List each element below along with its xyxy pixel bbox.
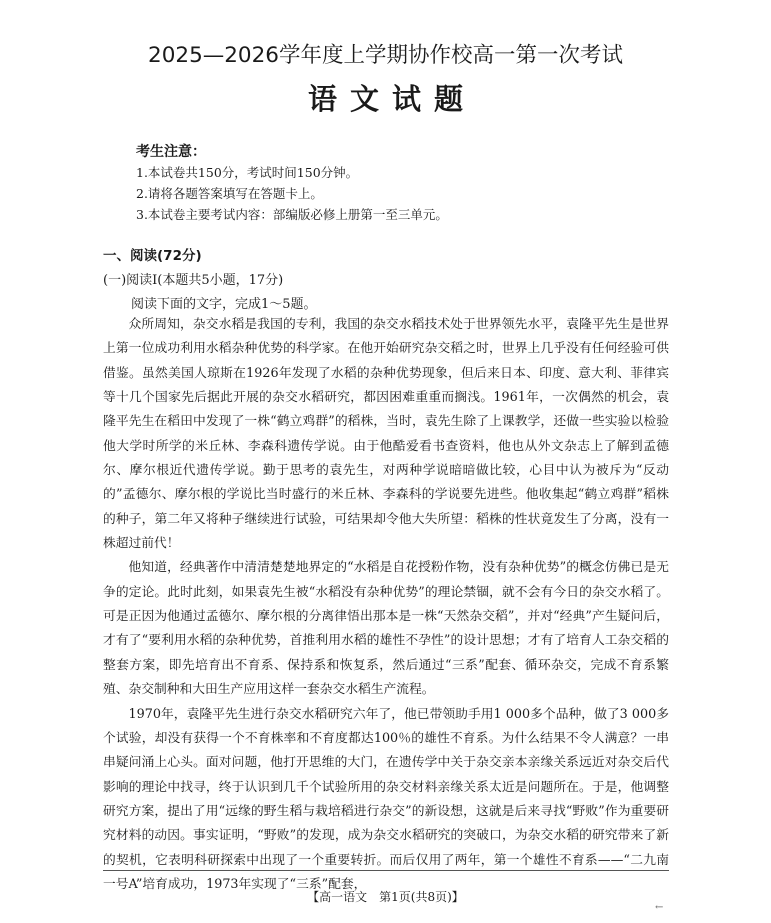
passage-paragraph: 1970年，袁隆平先生进行杂交水稻研究六年了，他已带领助手用1 000多个品种，做了3 000多个试验，却没有获得一个不育株率和不育度都达100％的雄性不育系。为什么结果不令人满意？一串串疑问涌上心头。面对问题，他打开思维的大门，在遗传学中关于杂交亲本亲缘关系远近对杂交后代影响的理论中找寻，终于认识到几千个试验所用的杂交材料亲缘关系太近是问题所在。于是，他调整研究方案，提出了用“远缘的野生稻与栽培稻进行杂交”的新设想，这就是后来寻找“野败”作为重要研究材料的动因。事实证明，“野败”的发现，成为杂交水稻研究的突破口，为杂交水稻的研究带来了新的契机，它表明科研探索中出现了一个重要转折。而后仅用了两年，第一个雄性不育系——“二九南一号A”培育成功，1973年实现了“三系”配套，	[103, 706, 669, 892]
notice-item: 3.本试卷主要考试内容：部编版必修上册第一至三单元。	[136, 207, 448, 222]
corner-mark: ←	[655, 902, 664, 913]
subject-title: 语文试题	[307, 82, 476, 116]
passage-paragraph: 众所周知，杂交水稻是我国的专利，我国的杂交水稻技术处于世界领先水平，袁隆平先生是世界上第一位成功利用水稻杂种优势的科学家。在他开始研究杂交稻之时，世界上几乎没有任何经验可供借鉴。虽然美国人琼斯在1926年发现了水稻的杂种优势现象，但后来日本、印度、意大利、菲律宾等十几个国家先后据此开展的杂交水稻研究，都因困难重重而搁浅。1961年，一次偶然的机会，袁隆平先生在稻田中发现了一株“鹤立鸡群”的稻株，当时，袁先生除了上课教学，还做一些实验以检验他大学时所学的米丘林、李森科遗传学说。由于他酷爱看书查资料，他也从外文杂志上了解到孟德尔、摩尔根近代遗传学说。勤于思考的袁先生，对两种学说暗暗做比较，心目中认为被斥为“反动的”孟德尔、摩尔根的学说比当时盛行的米丘林、李森科的学说要先进些。他收集起“鹤立鸡群”稻株的种子，第二年又将种子继续进行试验，可结果却令他大失所望：稻株的性状竟发生了分离，没有一株超过前代！	[103, 317, 669, 552]
notice-item: 2.请将各题答案填写在答题卡上。	[136, 186, 323, 201]
reading-instruction: 阅读下面的文字，完成1～5题。	[131, 297, 317, 312]
reading-passage	[103, 313, 669, 897]
section-heading: 一、阅读(72分)	[103, 248, 202, 264]
page-footer: 【高一语文 第1页(共8页)】	[307, 890, 464, 904]
passage-paragraph: 他知道，经典著作中清清楚楚地界定的“水稻是自花授粉作物，没有杂种优势”的概念仿佛已是无争的定论。此时此刻，如果袁先生被“水稻没有杂种优势”的理论禁锢，就不会有今日的杂交水稻了。可是正因为他通过孟德尔、摩尔根的分离律悟出那本是一株“天然杂交稻”，并对“经典”产生疑问后，才有了“要利用水稻的杂种优势，首推利用水稻的雄性不孕性”的设计思想；才有了培育人工杂交稻的整套方案，即先培育出不育系、保持系和恢复系，然后通过“三系”配套、循环杂交，完成不育系繁殖、杂交制种和大田生产应用这样一套杂交水稻生产流程。	[103, 560, 669, 698]
exam-title: 2025—2026学年度上学期协作校高一第一次考试	[148, 43, 623, 68]
notice-heading: 考生注意：	[136, 144, 206, 160]
notice-item: 1.本试卷共150分，考试时间150分钟。	[136, 165, 359, 180]
part-heading: (一)阅读Ⅰ(本题共5小题，17分)	[103, 273, 284, 288]
footer-divider	[103, 870, 669, 871]
